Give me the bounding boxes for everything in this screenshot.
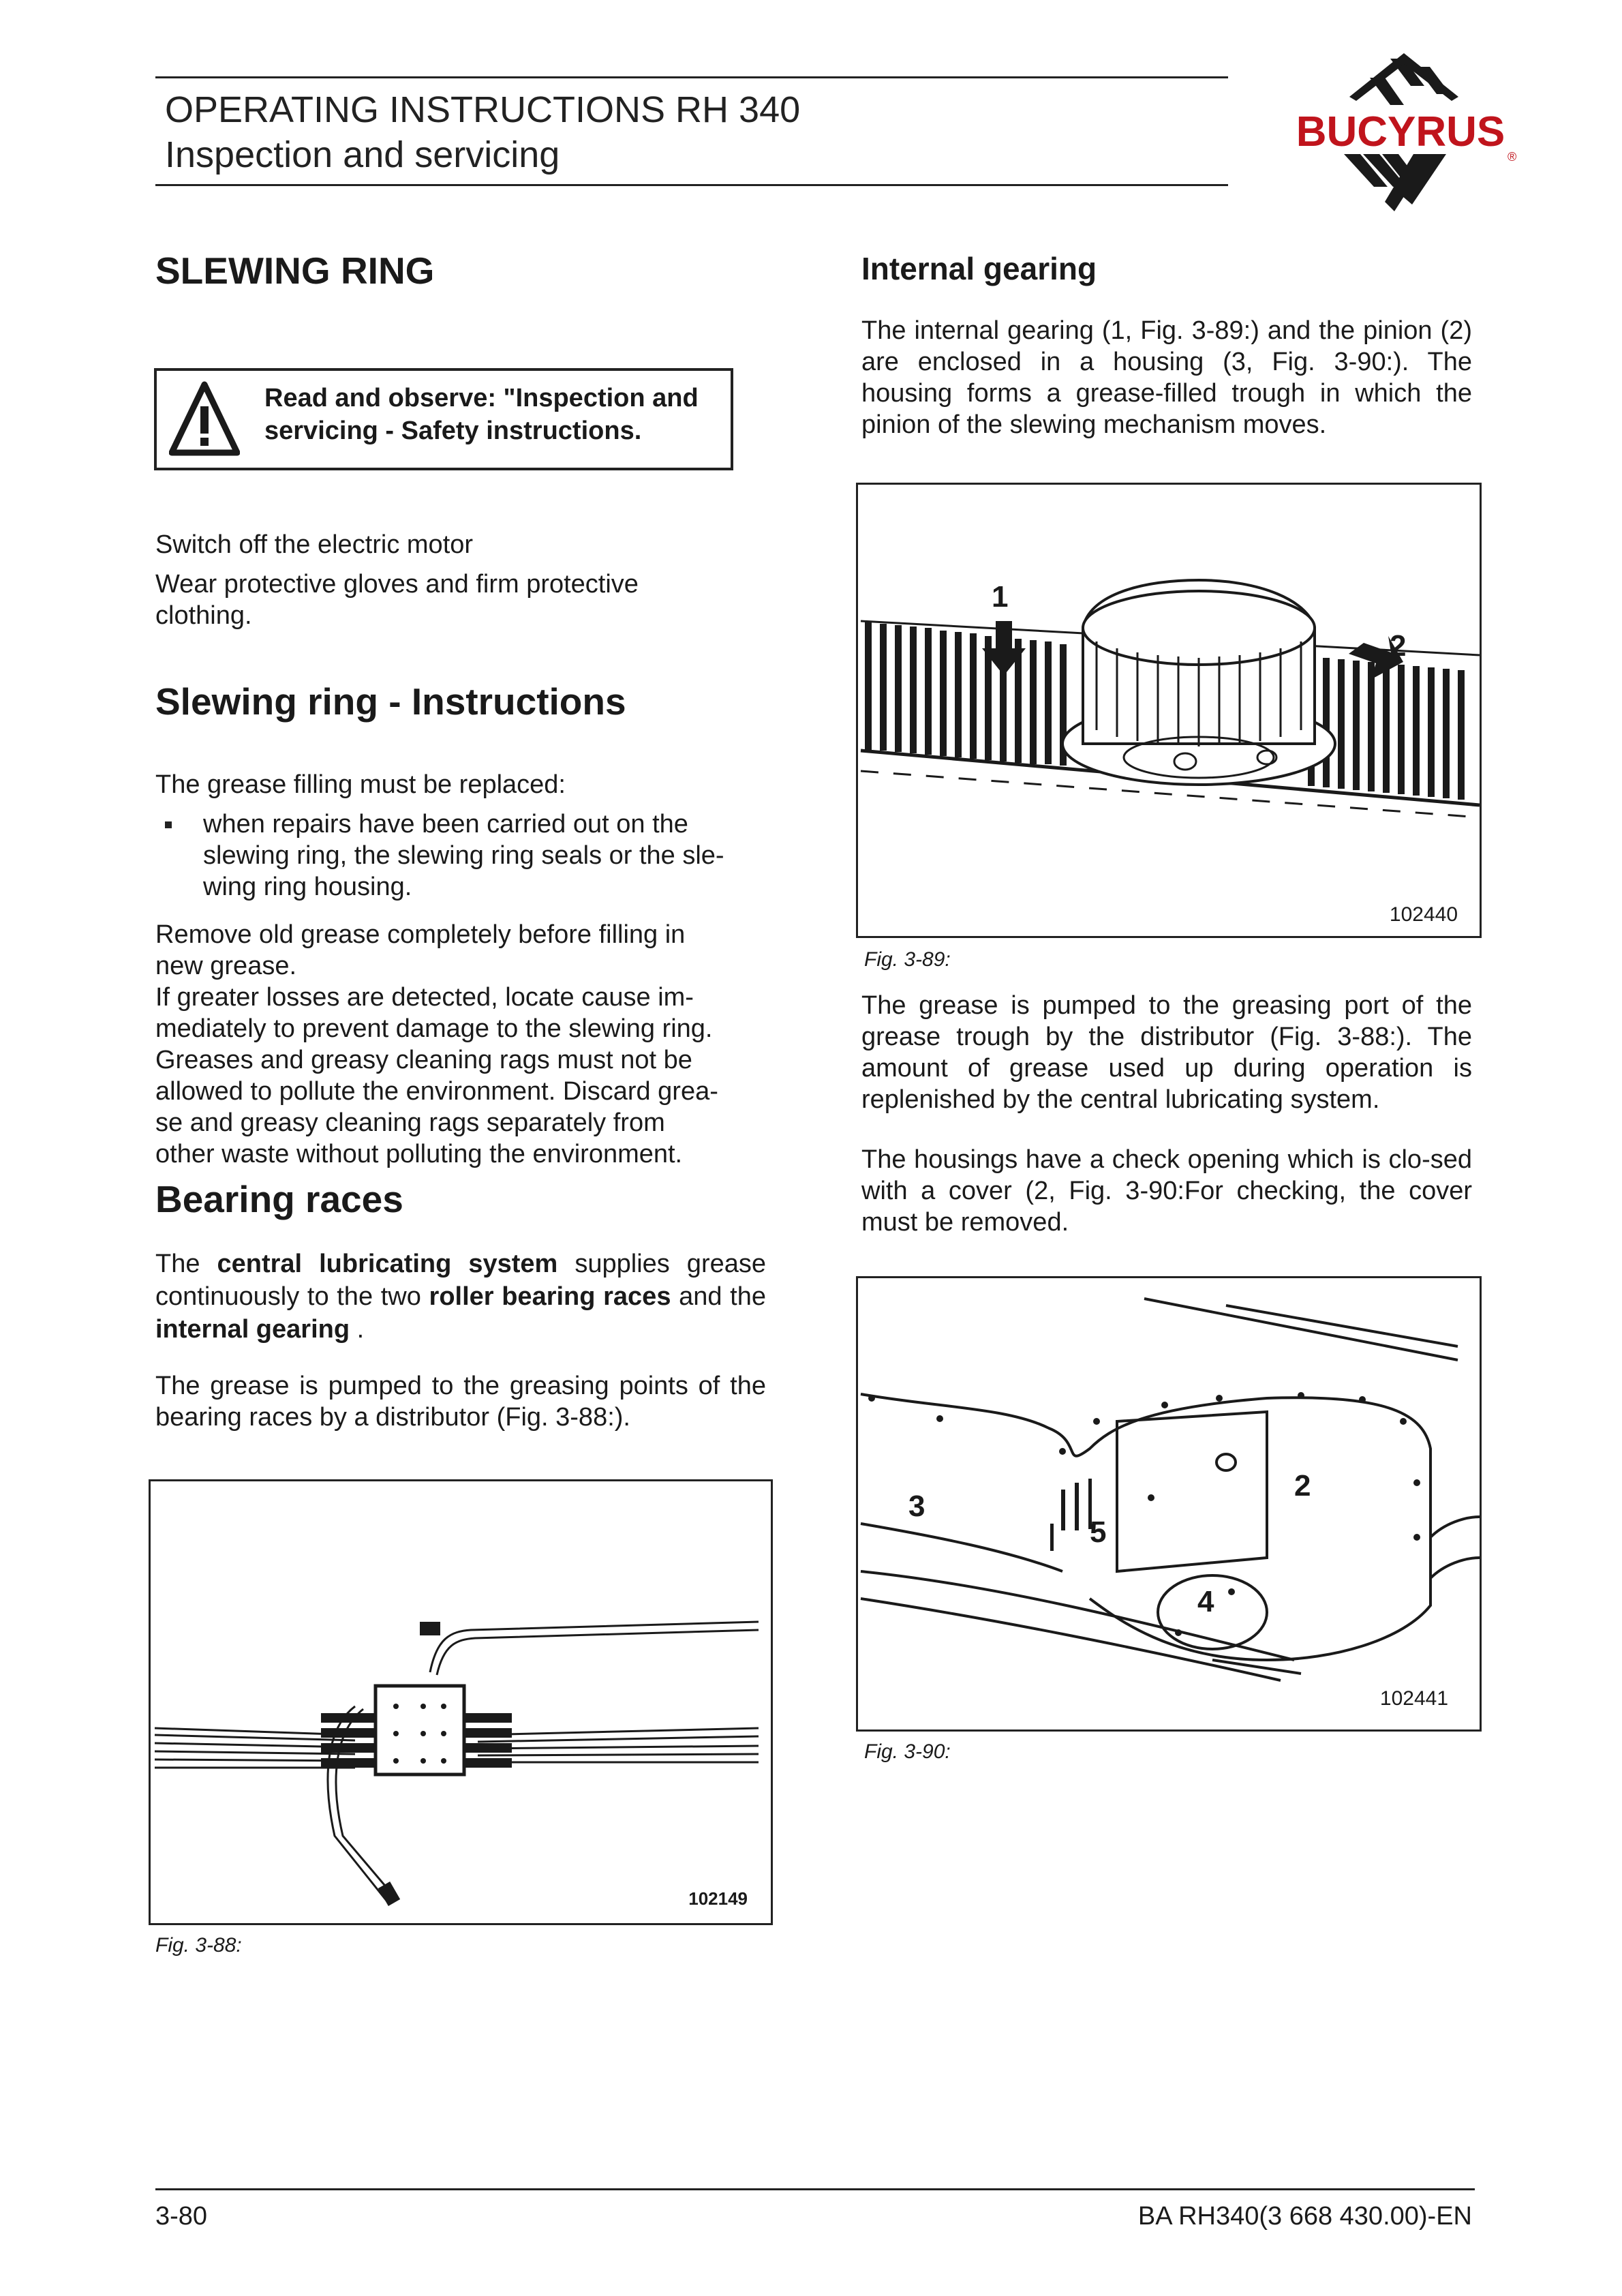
internal-gearing-illustration — [858, 485, 1480, 936]
internal-gearing-paragraph: The internal gearing (1, Fig. 3-89:) and the pinion (2) are enclosed in a housing (3, Fig. 3-90:). The housing forms a grease-filled trough in which the pinion of the slewing mechanism moves. — [861, 316, 1472, 439]
list-item: when repairs have been carried out on the slewing ring, the slewing ring seals or the sle- wing ring housing. — [155, 809, 769, 903]
warning-triangle-icon — [169, 380, 240, 457]
fig90-label-3: 3 — [908, 1490, 925, 1523]
figure-3-88-distributor — [149, 1479, 773, 1925]
heading-slewing-ring: SLEWING RING — [155, 250, 435, 292]
header-top-rule — [155, 76, 1228, 78]
heading-bearing-races: Bearing races — [155, 1178, 403, 1220]
warning-line-2: servicing - Safety instructions. — [264, 417, 642, 445]
fig89-label-1: 1 — [992, 580, 1009, 614]
header-bottom-rule — [155, 184, 1228, 186]
heading-internal-gearing: Internal gearing — [861, 251, 1097, 286]
figure-3-90-caption: Fig. 3-90: — [864, 1740, 951, 1763]
bucyrus-logo — [1268, 53, 1533, 217]
intro-gloves-2: clothing. — [155, 601, 252, 630]
intro-switch-off: Switch off the electric motor — [155, 530, 474, 559]
figure-3-90-housing-cover — [856, 1276, 1482, 1732]
housing-cover-illustration — [858, 1278, 1480, 1729]
safety-warning-box — [154, 368, 733, 470]
footer-rule — [155, 2188, 1475, 2190]
figure-number: 102441 — [1379, 1687, 1448, 1710]
warning-line-1: Read and observe: "Inspection and — [264, 384, 699, 412]
fig90-label-2: 2 — [1294, 1469, 1311, 1502]
fig90-label-4: 4 — [1197, 1585, 1214, 1618]
fig90-label-5: 5 — [1090, 1515, 1107, 1549]
paragraph-remove-grease: Remove old grease completely before filling in new grease. If greater losses are detected, locate cause im- mediately to prevent damage to the slewing ring. Greases and greasy cleaning rags must not be allowed to pollute the environment. Discard grea- se and greasy cleaning rags separately from other waste without polluting the environment. — [155, 920, 718, 1168]
document-reference: BA RH340(3 668 430.00)-EN — [1137, 2202, 1472, 2231]
heading-instructions: Slewing ring - Instructions — [155, 680, 626, 723]
fig89-label-2: 2 — [1390, 629, 1407, 663]
document-title: OPERATING INSTRUCTIONS RH 340 — [165, 89, 801, 130]
paragraph-grease-pumped: The grease is pumped to the greasing port of the grease trough by the distributor (Fig. 3-88:). The amount of grease used up during operation is replenished by the central lubricating system. — [861, 991, 1472, 1114]
figure-3-89-internal-gearing — [856, 483, 1482, 938]
paragraph-check-opening: The housings have a check opening which is clo-sed with a cover (2, Fig. 3-90:For checking, the cover must be removed. — [861, 1145, 1472, 1237]
page-number: 3-80 — [155, 2202, 208, 2231]
section-subtitle: Inspection and servicing — [165, 134, 560, 175]
figure-3-89-caption: Fig. 3-89: — [864, 948, 951, 971]
grease-bullet-list — [155, 809, 769, 903]
grease-intro: The grease filling must be replaced: — [155, 770, 566, 799]
bearing-paragraph-1: The central lubricating system supplies grease continuously to the two roller bearing races and the internal gearing . — [155, 1250, 766, 1344]
grease-distributor-illustration — [151, 1481, 771, 1923]
bucyrus-logo-mark-icon — [1268, 53, 1533, 217]
figure-number: 102149 — [688, 1888, 748, 1909]
bearing-paragraph-2: The grease is pumped to the greasing points of the bearing races by a distributor (Fig. 3-88:). — [155, 1372, 766, 1432]
svg-text:®: ® — [1508, 150, 1517, 164]
figure-3-88-caption: Fig. 3-88: — [155, 1934, 242, 1957]
intro-gloves-1: Wear protective gloves and firm protective — [155, 570, 639, 599]
figure-number: 102440 — [1389, 903, 1458, 926]
logo-text: BUCYRUS — [1296, 108, 1505, 155]
